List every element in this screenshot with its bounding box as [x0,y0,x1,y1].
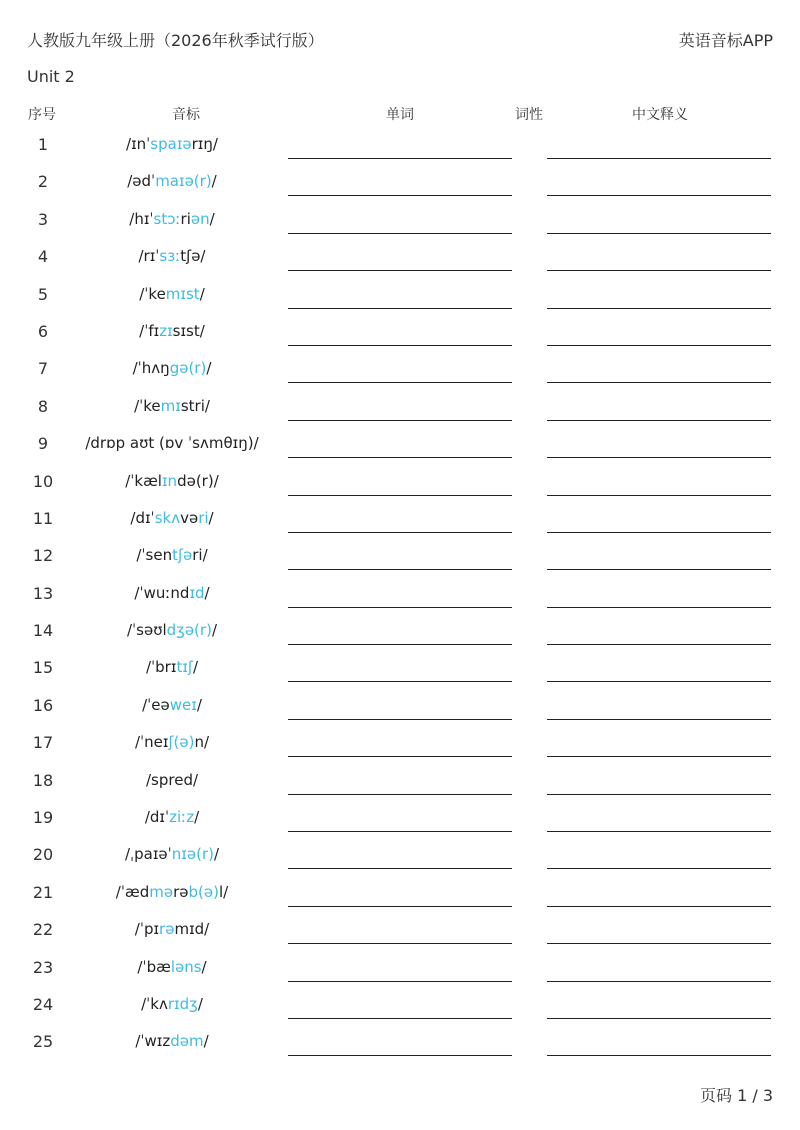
table-row [0,873,800,910]
phonetic-highlight: ən [190,209,210,228]
document-title: 人教版九年级上册（2026年秋季试行版） [27,31,324,50]
row-number: 5 [37,284,49,304]
row-number: 2 [37,172,49,192]
meaning-answer-line[interactable] [547,158,771,159]
meaning-answer-line[interactable] [547,943,771,944]
phonetic-segment: / [201,957,207,976]
phonetic-highlight: tʃə [172,546,193,565]
phonetic-segment: / [196,695,202,714]
phonetic-transcription [72,285,272,303]
word-answer-line[interactable] [288,943,512,944]
phonetic-transcription [72,883,272,901]
row-number: 24 [32,994,54,1014]
phonetic-segment: /ˈpɪ [134,920,160,939]
phonetic-segment: tʃə/ [180,247,206,266]
phonetic-segment: və [180,508,199,527]
phonetic-segment: / [199,284,205,303]
row-number: 22 [32,920,54,940]
column-header-meaning: 中文释义 [632,107,688,123]
row-number: 23 [32,957,54,977]
meaning-answer-line[interactable] [547,868,771,869]
meaning-answer-line[interactable] [547,719,771,720]
row-number: 20 [32,845,54,865]
phonetic-highlight: ʃ(ə) [168,733,195,752]
meaning-answer-line[interactable] [547,495,771,496]
meaning-answer-line[interactable] [547,981,771,982]
brand-label: 英语音标APP [678,31,773,50]
phonetic-transcription [72,247,272,265]
phonetic-transcription [72,845,272,863]
row-number: 10 [32,471,54,491]
row-number: 11 [32,508,54,528]
phonetic-segment: də(r)/ [177,471,219,490]
phonetic-segment: rə [173,882,189,901]
meaning-answer-line[interactable] [547,308,771,309]
phonetic-segment: / [213,845,220,864]
phonetic-highlight: ɪn [161,471,178,490]
phonetic-segment: / [197,994,203,1013]
row-number: 4 [37,247,49,267]
word-answer-line[interactable] [288,345,512,346]
meaning-answer-line[interactable] [547,831,771,832]
column-header-pos: 词性 [515,107,543,123]
phonetic-highlight: b(ə) [188,882,219,901]
phonetic-highlight: nɪə(r) [171,845,214,864]
phonetic-segment: / [194,808,200,827]
phonetic-highlight: weɪ [169,695,197,714]
phonetic-segment: stri/ [180,396,210,415]
phonetic-segment: / [209,209,215,228]
phonetic-segment: /hɪˈ [129,209,154,228]
meaning-answer-line[interactable] [547,270,771,271]
word-answer-line[interactable] [288,382,512,383]
table-row [0,536,800,573]
row-number: 8 [37,396,49,416]
table-row [0,462,800,499]
phonetic-transcription [72,958,272,976]
meaning-answer-line[interactable] [547,532,771,533]
row-number: 25 [32,1032,54,1052]
meaning-answer-line[interactable] [547,569,771,570]
phonetic-highlight: dʒə(r) [166,621,212,640]
phonetic-segment: / [192,658,198,677]
phonetic-segment: /ˈsen [136,546,173,565]
phonetic-transcription [72,771,272,789]
row-number: 7 [37,359,49,379]
table-row [0,200,800,237]
phonetic-highlight: zɪ [159,321,173,340]
table-row [0,162,800,199]
table-row [0,1022,800,1059]
word-answer-line[interactable] [288,233,512,234]
word-answer-line[interactable] [288,158,512,159]
meaning-answer-line[interactable] [547,345,771,346]
word-answer-line[interactable] [288,607,512,608]
meaning-answer-line[interactable] [547,794,771,795]
phonetic-highlight: mə [149,882,174,901]
phonetic-segment: rɪŋ/ [191,135,218,153]
phonetic-transcription [72,920,272,938]
word-answer-line[interactable] [288,270,512,271]
phonetic-segment: /ˈwɪz [135,1032,171,1051]
phonetic-segment: l/ [218,882,229,901]
phonetic-highlight: ləns [170,957,202,976]
phonetic-transcription [72,696,272,714]
phonetic-segment: /spred/ [145,770,199,789]
word-answer-line[interactable] [288,420,512,421]
phonetic-transcription [72,509,272,527]
meaning-answer-line[interactable] [547,420,771,421]
phonetic-highlight: ɪd [189,583,205,602]
meaning-answer-line[interactable] [547,233,771,234]
word-answer-line[interactable] [288,495,512,496]
row-number: 3 [37,209,49,229]
table-row [0,499,800,536]
row-number: 14 [32,621,54,641]
meaning-answer-line[interactable] [547,457,771,458]
table-row [0,910,800,947]
phonetic-highlight: ri [198,508,209,527]
phonetic-segment: /dɪˈ [144,808,170,827]
table-row [0,349,800,386]
phonetic-highlight: sɜː [159,247,181,266]
vocabulary-list [0,125,800,1060]
phonetic-segment: sɪst/ [172,321,205,340]
phonetic-segment: / [203,1032,209,1051]
table-row [0,798,800,835]
row-number: 6 [37,321,49,341]
page-number: 页码 1 / 3 [699,1086,773,1105]
phonetic-highlight: skʌ [154,508,181,527]
row-number: 19 [32,808,54,828]
meaning-answer-line[interactable] [547,906,771,907]
word-answer-line[interactable] [288,1055,512,1056]
phonetic-segment: /ˈhʌŋ [132,359,170,378]
phonetic-segment: ri [180,209,191,228]
phonetic-highlight: rə [159,920,175,939]
table-row [0,275,800,312]
phonetic-segment: /ˈbrɪ [145,658,177,677]
phonetic-highlight: mɪst [165,284,200,303]
table-row [0,424,800,461]
phonetic-transcription [72,397,272,415]
phonetic-highlight: rɪdʒ [167,994,198,1013]
table-row [0,611,800,648]
unit-label: Unit 2 [27,67,75,86]
phonetic-segment: /ɪnˈ [126,135,151,153]
table-row [0,985,800,1022]
phonetic-segment: /dɪˈ [130,508,155,527]
meaning-answer-line[interactable] [547,195,771,196]
phonetic-segment: / [204,583,210,602]
phonetic-segment: / [211,172,217,191]
phonetic-transcription [72,658,272,676]
phonetic-highlight: maɪə(r) [155,172,212,191]
table-row [0,237,800,274]
phonetic-segment: / [211,621,217,640]
phonetic-segment: /ˈneɪ [134,733,169,752]
meaning-answer-line[interactable] [547,1055,771,1056]
phonetic-highlight: spaɪə [150,135,192,153]
phonetic-segment: /ˈbæ [137,957,171,976]
word-answer-line[interactable] [288,308,512,309]
table-row [0,387,800,424]
phonetic-segment: /ˈsəʊl [126,621,167,640]
phonetic-transcription [72,621,272,639]
word-answer-line[interactable] [288,906,512,907]
row-number: 1 [37,135,49,154]
table-row [0,312,800,349]
phonetic-segment: /ˈkʌ [141,994,168,1013]
row-number: 16 [32,695,54,715]
phonetic-transcription [72,584,272,602]
phonetic-segment: /ˈfɪ [139,321,160,340]
phonetic-transcription [72,472,272,490]
phonetic-transcription [72,808,272,826]
phonetic-segment: n/ [194,733,210,752]
word-answer-line[interactable] [288,532,512,533]
meaning-answer-line[interactable] [547,756,771,757]
row-number: 12 [32,546,54,566]
phonetic-segment: /ˈeə [142,695,170,714]
phonetic-transcription [72,1032,272,1050]
word-answer-line[interactable] [288,756,512,757]
meaning-answer-line[interactable] [547,607,771,608]
phonetic-highlight: gə(r) [169,359,207,378]
word-answer-line[interactable] [288,868,512,869]
row-number: 13 [32,583,54,603]
phonetic-segment: /ˈke [134,396,161,415]
phonetic-segment: mɪd/ [174,920,210,939]
phonetic-transcription [72,172,272,190]
word-answer-line[interactable] [288,644,512,645]
column-header-no: 序号 [28,107,56,123]
table-row [0,125,800,162]
phonetic-transcription [72,995,272,1013]
word-answer-line[interactable] [288,981,512,982]
meaning-answer-line[interactable] [547,644,771,645]
word-answer-line[interactable] [288,794,512,795]
phonetic-highlight: mɪ [160,396,181,415]
phonetic-highlight: tɪʃ [176,658,193,677]
phonetic-transcription [72,434,272,452]
phonetic-transcription [72,135,272,153]
meaning-answer-line[interactable] [547,1018,771,1019]
row-number: 21 [32,882,54,902]
row-number: 15 [32,658,54,678]
meaning-answer-line[interactable] [547,382,771,383]
phonetic-segment: /ədˈ [127,172,156,191]
phonetic-highlight: ziːz [169,808,195,827]
phonetic-segment: ri/ [192,546,208,565]
table-row [0,723,800,760]
row-number: 9 [37,434,49,454]
word-answer-line[interactable] [288,681,512,682]
phonetic-transcription [72,733,272,751]
table-row [0,948,800,985]
phonetic-segment: /ˈwuːnd [134,583,190,602]
phonetic-segment: /ˈæd [115,882,150,901]
phonetic-segment: / [208,508,214,527]
phonetic-segment: /rɪˈ [138,247,160,266]
phonetic-segment: / [206,359,212,378]
word-answer-line[interactable] [288,569,512,570]
column-header-word: 单词 [386,107,414,123]
phonetic-transcription [72,546,272,564]
table-row [0,686,800,723]
row-number: 17 [32,733,54,753]
table-row [0,835,800,872]
word-answer-line[interactable] [288,195,512,196]
table-row [0,761,800,798]
phonetic-highlight: stɔː [153,209,181,228]
word-answer-line[interactable] [288,457,512,458]
word-answer-line[interactable] [288,1018,512,1019]
phonetic-transcription [72,359,272,377]
meaning-answer-line[interactable] [547,681,771,682]
row-number: 18 [32,770,54,790]
table-row [0,574,800,611]
phonetic-segment: /ˌpaɪəˈ [124,845,172,864]
word-answer-line[interactable] [288,719,512,720]
word-answer-line[interactable] [288,831,512,832]
phonetic-transcription [72,210,272,228]
phonetic-segment: /ˈke [139,284,166,303]
phonetic-segment: /ˈkæl [125,471,162,490]
phonetic-segment: /drɒp aʊt (ɒv ˈsʌmθɪŋ)/ [85,434,259,453]
table-row [0,648,800,685]
phonetic-highlight: dəm [170,1032,204,1051]
phonetic-transcription [72,322,272,340]
